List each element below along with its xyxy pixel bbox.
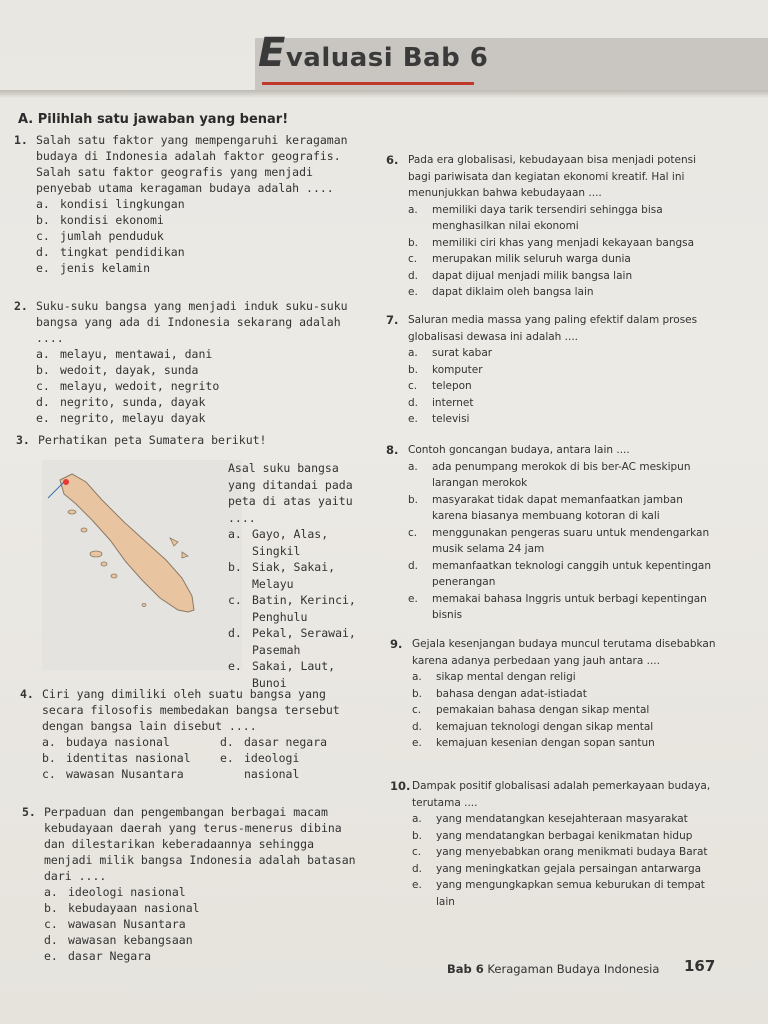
- question-9: 9. Gejala kesenjangan budaya muncul terutama disebabkan karena adanya perbedaan yang jauh antara .... a. sikap mental dengan religi b. bahasa dengan adat-istiadat c. pemakaian bahasa dengan sikap mental d. kemajuan teknologi dengan sikap mental e. kemajuan kesenian dengan sopan santun: [390, 636, 720, 752]
- option[interactable]: b. memiliki ciri khas yang menjadi kekayaan bangsa: [408, 236, 695, 249]
- option[interactable]: b. masyarakat tidak dapat memanfaatkan jamban karena biasanya membuang kotoran di kali: [408, 493, 683, 522]
- sumatra-map: [42, 460, 242, 670]
- island: [170, 538, 178, 546]
- option[interactable]: c. yang menyebabkan orang menikmati budaya Barat: [412, 846, 708, 858]
- option[interactable]: d. kemajuan teknologi dengan sikap mental: [412, 720, 654, 733]
- options-grid: [42, 734, 365, 782]
- option[interactable]: d. negrito, sunda, dayak: [36, 395, 206, 409]
- island: [81, 528, 87, 532]
- question-10: 10. Dampak positif globalisasi adalah pemerkayaan budaya, terutama .... a. yang mendatangkan kesejahteraan masyarakat b. yang mendatangkan berbagai kenikmatan hidup c. yang menyebabkan orang menikmati budaya Barat d. yang meningkatkan gejala persaingan antarwarga e. yang mengungkapkan semua keburukan di tempat lain: [390, 778, 726, 910]
- option[interactable]: b. Siak, Sakai, Melayu: [228, 560, 336, 591]
- option[interactable]: e. yang mengungkapkan semua keburukan di tempat lain: [412, 879, 705, 908]
- question-4: 4. Ciri yang dimiliki oleh suatu bangsa yang secara filosofis membedakan bangsa tersebut dengan bangsa lain disebut .... a. budaya nasional b. identitas nasional c. wawasan Nusantara d. dasar negara e. ideologi nasional: [20, 686, 365, 782]
- options-column: [42, 734, 220, 782]
- option[interactable]: b. kondisi ekonomi: [36, 213, 164, 227]
- option[interactable]: e. ideologi nasional: [220, 751, 300, 781]
- option[interactable]: c. menggunakan pengeras suaru untuk mendengarkan musik selama 24 jam: [408, 526, 710, 555]
- option[interactable]: e. dasar Negara: [44, 949, 152, 963]
- option[interactable]: a. melayu, mentawai, dani: [36, 347, 213, 361]
- option[interactable]: c. jumlah penduduk: [36, 229, 164, 243]
- option[interactable]: c. pemakaian bahasa dengan sikap mental: [412, 704, 650, 716]
- option[interactable]: e. negrito, melayu dayak: [36, 411, 206, 425]
- option[interactable]: e. dapat diklaim oleh bangsa lain: [408, 286, 594, 298]
- option[interactable]: d. dasar negara: [220, 735, 328, 749]
- island: [142, 604, 146, 607]
- pointer-line: [48, 482, 64, 498]
- option[interactable]: b. identitas nasional: [42, 751, 191, 765]
- question-3: 3. Perhatikan peta Sumatera berikut!: [16, 433, 267, 447]
- question-8: 8. Contoh goncangan budaya, antara lain .... a. ada penumpang merokok di bis ber-AC meskipun larangan merokok b. masyarakat tidak dapat memanfaatkan jamban karena biasanya membuang kotoran di kali c. menggunakan pengeras suaru untuk mendengarkan musik selama 24 jam d. memanfaatkan teknologi canggih untuk kepentingan penerangan e. memakai bahasa Inggris untuk berbagi kepentingan bisnis: [386, 442, 716, 624]
- option[interactable]: e. jenis kelamin: [36, 261, 151, 275]
- option[interactable]: c. Batin, Kerinci, Penghulu: [228, 593, 356, 624]
- option[interactable]: a. kondisi lingkungan: [36, 197, 185, 211]
- option[interactable]: d. yang meningkatkan gejala persaingan antarwarga: [412, 862, 702, 875]
- marker-icon: [63, 479, 69, 485]
- page-number: 167: [684, 957, 716, 975]
- option[interactable]: b. wedoit, dayak, sunda: [36, 363, 199, 377]
- option[interactable]: e. kemajuan kesenian dengan sopan santun: [412, 737, 655, 749]
- options-column: [220, 734, 360, 782]
- option[interactable]: a. memiliki daya tarik tersendiri sehingga bisa menghasilkan nilai ekonomi: [408, 203, 663, 232]
- option[interactable]: d. Pekal, Serawai, Pasemah: [228, 626, 356, 657]
- option[interactable]: b. yang mendatangkan berbagai kenikmatan hidup: [412, 829, 693, 842]
- option[interactable]: a. surat kabar: [408, 347, 493, 359]
- island: [90, 551, 102, 557]
- page-footer: Bab 6 Keragaman Budaya Indonesia: [447, 962, 660, 976]
- island: [111, 574, 117, 578]
- option[interactable]: e. televisi: [408, 413, 470, 425]
- question-1: 1. Salah satu faktor yang mempengaruhi keragaman budaya di Indonesia adalah faktor geografis. Salah satu faktor geografis yang menjadi penyebab utama keragaman budaya adalah .... a. kondisi lingkungan b. kondisi ekonomi c. jumlah penduduk d. tingkat pendidikan e. jenis kelamin: [14, 132, 362, 276]
- island: [101, 562, 107, 566]
- option[interactable]: c. merupakan milik seluruh warga dunia: [408, 253, 631, 265]
- option[interactable]: b. bahasa dengan adat-istiadat: [412, 687, 587, 700]
- option[interactable]: c. telepon: [408, 380, 472, 392]
- option[interactable]: a. yang mendatangkan kesejahteraan masyarakat: [412, 813, 688, 825]
- option[interactable]: d. tingkat pendidikan: [36, 245, 185, 259]
- option[interactable]: d. internet: [408, 396, 474, 409]
- option[interactable]: a. sikap mental dengan religi: [412, 671, 576, 683]
- question-5: 5. Perpaduan dan pengembangan berbagai macam kebudayaan daerah yang terus-menerus dibina dan dilestarikan keberadaannya sehingga menjadi milik bangsa Indonesia adalah batasan dari .... a. ideologi nasional b. kebudayaan nasional c. wawasan Nusantara d. wawasan kebangsaan e. dasar Negara: [22, 804, 365, 964]
- option[interactable]: a. ada penumpang merokok di bis ber-AC meskipun larangan merokok: [408, 460, 691, 489]
- page-title: Evaluasi Bab 6: [258, 30, 489, 76]
- section-instruction: A. Pilihlah satu jawaban yang benar!: [18, 112, 289, 127]
- option[interactable]: b. komputer: [408, 363, 483, 376]
- option[interactable]: c. wawasan Nusantara: [44, 917, 186, 931]
- title-underline: [262, 82, 474, 85]
- question-7: 7. Saluran media massa yang paling efektif dalam proses globalisasi dewasa ini adalah .... a. surat kabar b. komputer c. telepon d. internet e. televisi: [386, 312, 716, 428]
- island: [68, 510, 76, 514]
- option[interactable]: d. wawasan kebangsaan: [44, 933, 193, 947]
- option[interactable]: d. memanfaatkan teknologi canggih untuk kepentingan penerangan: [408, 559, 711, 588]
- option[interactable]: d. dapat dijual menjadi milik bangsa lain: [408, 269, 633, 282]
- header-shadow: [0, 90, 768, 98]
- question-3-options: Asal suku bangsa yang ditandai pada peta di atas yaitu .... a. Gayo, Alas, Singkil b. Siak, Sakai, Melayu c. Batin, Kerinci, Penghulu d. Pekal, Serawai, Pasemah e. Sakai, Laut, Bunoi: [228, 460, 368, 691]
- option[interactable]: a. ideologi nasional: [44, 885, 186, 899]
- sumatra-map-svg: [42, 460, 242, 670]
- question-2: 2. Suku-suku bangsa yang menjadi induk suku-suku bangsa yang ada di Indonesia sekarang adalah .... a. melayu, mentawai, dani b. wedoit, dayak, sunda c. melayu, wedoit, negrito d. negrito, sunda, dayak e. negrito, melayu dayak: [14, 298, 362, 426]
- option[interactable]: b. kebudayaan nasional: [44, 901, 200, 915]
- option[interactable]: c. melayu, wedoit, negrito: [36, 379, 220, 393]
- option[interactable]: e. memakai bahasa Inggris untuk berbagi kepentingan bisnis: [408, 592, 707, 621]
- option[interactable]: a. Gayo, Alas, Singkil: [228, 527, 329, 558]
- option[interactable]: c. wawasan Nusantara: [42, 767, 184, 781]
- island: [182, 552, 188, 558]
- option[interactable]: a. budaya nasional: [42, 735, 170, 749]
- option[interactable]: e. Sakai, Laut, Bunoi: [228, 659, 336, 690]
- question-6: 6. Pada era globalisasi, kebudayaan bisa menjadi potensi bagi pariwisata dan kegiatan ekonomi kreatif. Hal ini menunjukkan bahwa kebudayaan .... a. memiliki daya tarik tersendiri sehingga bisa menghasilkan nilai ekonomi b. memiliki ciri khas yang menjadi kekayaan bangsa c. merupakan milik seluruh warga dunia d. dapat dijual menjadi milik bangsa lain e. dapat diklaim oleh bangsa lain: [386, 152, 716, 301]
